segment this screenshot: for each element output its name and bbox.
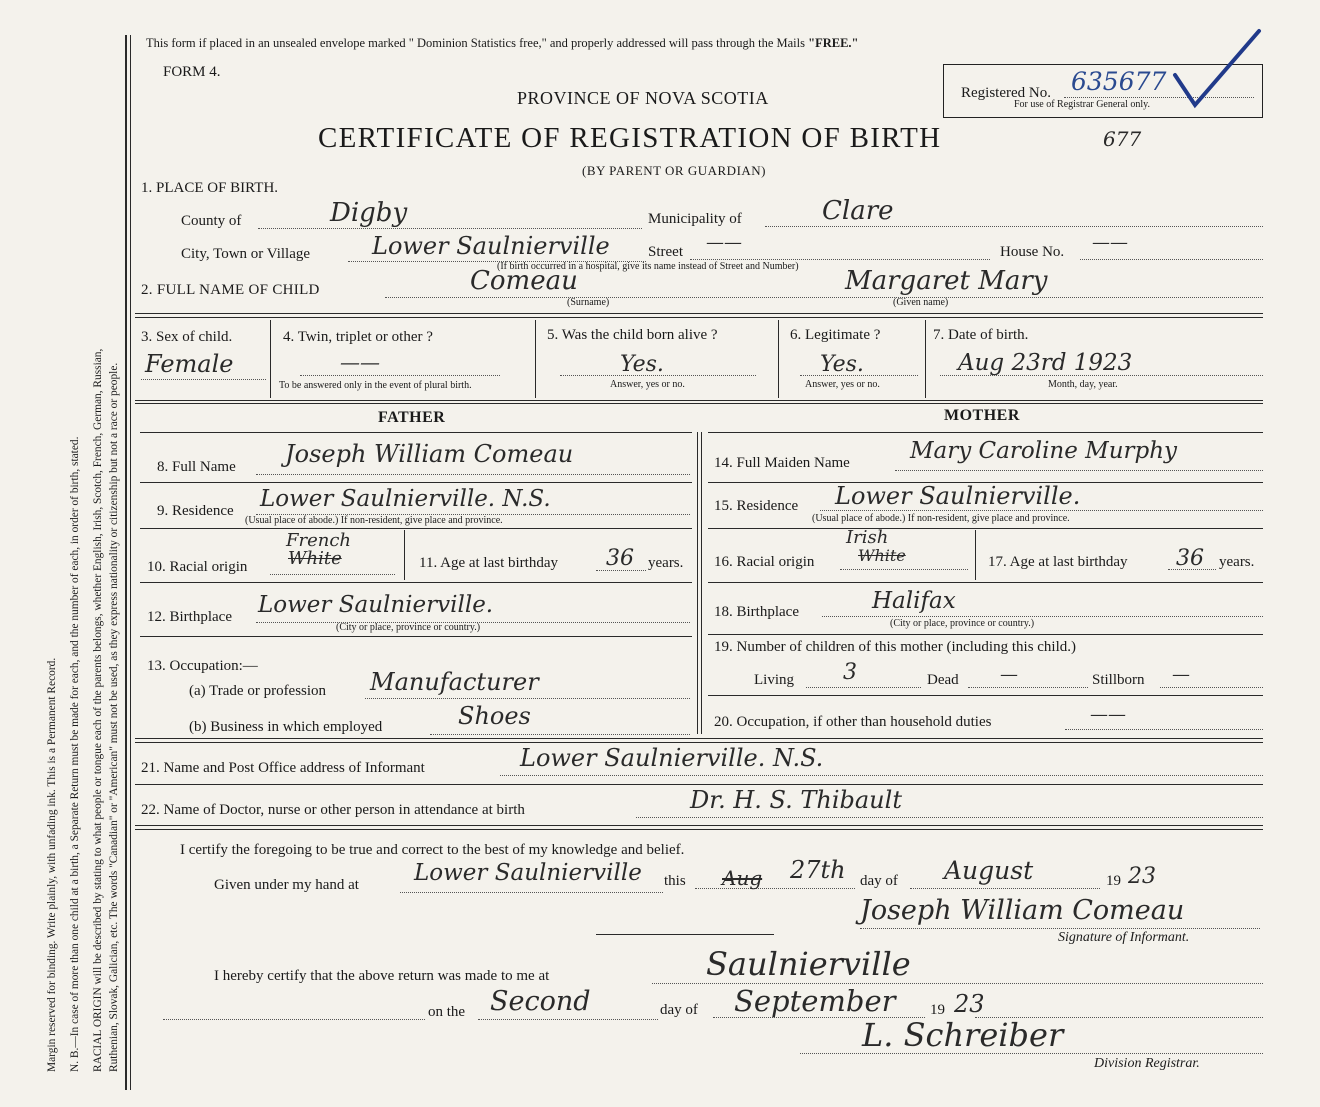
trade-label: (a) Trade or profession [189, 683, 327, 699]
father-race-value: French [286, 530, 352, 551]
mother-occupation-label: 20. Occupation, if other than household duties [714, 714, 992, 730]
informant-value: Lower Saulnierville. N.S. [520, 744, 824, 772]
margin-rule [125, 35, 127, 1090]
mother-residence-note: (Usual place of abode.) If non-resident, give place and province. [812, 513, 1070, 524]
father-age-unit: years. [648, 555, 684, 571]
father-heading: FATHER [378, 409, 446, 426]
municipality-label: Municipality of [648, 211, 742, 227]
living-label: Living [754, 672, 794, 688]
certificate-title: CERTIFICATE OF REGISTRATION OF BIRTH [318, 122, 942, 154]
mail-notice: This form if placed in an unsealed envelope marked " Dominion Statistics free," and properly addressed will pass through the Mails "FREE." [146, 36, 859, 50]
year-prefix: 19 [1106, 873, 1121, 889]
mother-race-struck: White [858, 546, 906, 565]
certify-statement: I certify the foregoing to be true and correct to the best of my knowledge and belief. [180, 842, 685, 858]
dob-value: Aug 23rd 1923 [958, 350, 1133, 376]
twin-note: To be answered only in the event of plural birth. [279, 380, 472, 391]
this-label: this [664, 873, 686, 889]
registrar-statement: I hereby certify that the above return was made to me at [214, 968, 550, 984]
father-name-label: 8. Full Name [157, 459, 236, 475]
division-registrar-caption: Division Registrar. [1094, 1056, 1200, 1071]
city-value: Lower Saulnierville [372, 232, 610, 260]
city-label: City, Town or Village [181, 246, 311, 262]
registrar-day-of-label: day of [660, 1002, 698, 1018]
registrar-month-value: September [734, 984, 896, 1018]
legitimate-note: Answer, yes or no. [805, 379, 880, 390]
registrar-place-value: Saulnierville [706, 945, 911, 983]
registered-box [943, 64, 1263, 118]
certify-day-value: 27th [790, 856, 846, 884]
living-value: 3 [843, 660, 857, 685]
child-name-label: 2. FULL NAME OF CHILD [141, 282, 320, 298]
registrar-year-value: 23 [954, 990, 985, 1018]
mother-birthplace-value: Halifax [872, 588, 956, 614]
trade-value: Manufacturer [370, 668, 539, 696]
informant-label: 21. Name and Post Office address of Informant [141, 760, 425, 776]
form-number: FORM 4. [163, 64, 221, 80]
signature-caption: Signature of Informant. [1058, 930, 1190, 945]
mother-occupation-value: —— [1090, 704, 1126, 725]
day-struck: Aug [722, 866, 763, 890]
mother-birthplace-note: (City or place, province or country.) [890, 618, 1035, 629]
father-residence-value: Lower Saulnierville. N.S. [260, 486, 551, 512]
sex-value: Female [145, 350, 234, 378]
registered-number: 635677 [1071, 67, 1167, 96]
registrar-day-value: Second [490, 986, 591, 1017]
father-race-struck: White [288, 548, 342, 569]
stillborn-label: Stillborn [1092, 672, 1145, 688]
given-caption: (Given name) [893, 297, 949, 308]
title-number: 677 [1103, 127, 1142, 151]
mother-age-unit: years. [1219, 554, 1255, 570]
mother-residence-label: 15. Residence [714, 498, 799, 514]
check-mark-icon [1169, 25, 1269, 120]
twin-label: 4. Twin, triplet or other ? [283, 329, 433, 345]
given-place-value: Lower Saulnierville [414, 860, 642, 886]
business-label: (b) Business in which employed [189, 719, 383, 735]
dob-note: Month, day, year. [1048, 379, 1118, 390]
on-the-label: on the [428, 1004, 466, 1020]
informant-signature: Joseph William Comeau [860, 895, 1185, 926]
place-of-birth-heading: 1. PLACE OF BIRTH. [141, 180, 279, 196]
father-residence-note: (Usual place of abode.) If non-resident, give place and province. [245, 515, 503, 526]
certificate-subtitle: (BY PARENT OR GUARDIAN) [582, 163, 767, 178]
father-birthplace-note: (City or place, province or country.) [336, 622, 481, 633]
twin-value: —— [340, 350, 380, 374]
mother-birthplace-label: 18. Birthplace [714, 604, 799, 620]
margin-note-binding: Margin reserved for binding. Write plainly, with unfading ink. This is a Permanent Record. [46, 657, 58, 1072]
certify-year-value: 23 [1128, 864, 1156, 889]
father-name-value: Joseph William Comeau [285, 440, 574, 468]
child-given-name: Margaret Mary [845, 266, 1048, 296]
doctor-label: 22. Name of Doctor, nurse or other person in attendance at birth [141, 802, 525, 818]
county-value: Digby [330, 198, 408, 228]
mother-name-value: Mary Caroline Murphy [910, 438, 1178, 464]
registrar-signature: L. Schreiber [862, 1016, 1064, 1054]
certify-month-value: August [944, 856, 1034, 885]
mother-heading: MOTHER [944, 407, 1020, 424]
doctor-value: Dr. H. S. Thibault [690, 786, 902, 814]
business-value: Shoes [458, 702, 531, 730]
stillborn-value: — [1172, 664, 1190, 685]
street-value: —— [706, 232, 742, 253]
street-label: Street [648, 244, 683, 260]
margin-note-racial-origin-2: Ruthenian, Slovak, Galician, etc. The words "Canadian" or "American" must not be used, as they express nationality or citizenship but not a race or people. [108, 362, 120, 1072]
sex-label: 3. Sex of child. [141, 329, 233, 345]
surname-caption: (Surname) [567, 297, 610, 308]
registered-label: Registered No. [961, 85, 1051, 101]
child-surname: Comeau [470, 266, 578, 296]
mother-age-label: 17. Age at last birthday [988, 554, 1128, 570]
margin-rule-inner [130, 35, 131, 1090]
father-birthplace-value: Lower Saulnierville. [258, 592, 494, 618]
municipality-value: Clare [822, 196, 894, 226]
alive-note: Answer, yes or no. [610, 379, 685, 390]
mother-age-value: 36 [1176, 546, 1204, 571]
given-under-hand-label: Given under my hand at [214, 877, 359, 893]
children-count-label: 19. Number of children of this mother (including this child.) [714, 639, 1077, 655]
house-value: —— [1092, 232, 1128, 253]
hospital-note: (If birth occurred in a hospital, give its name instead of Street and Number) [497, 261, 799, 272]
father-age-label: 11. Age at last birthday [419, 555, 558, 571]
margin-note-multiple-births: N. B.—In case of more than one child at a birth, a Separate Return must be made for each, and the number of each, in order of birth, stated. [69, 436, 81, 1072]
day-of-label: day of [860, 873, 898, 889]
mother-name-label: 14. Full Maiden Name [714, 455, 850, 471]
mother-residence-value: Lower Saulnierville. [835, 482, 1081, 510]
father-residence-label: 9. Residence [157, 503, 234, 519]
father-race-label: 10. Racial origin [147, 559, 248, 575]
registrar-year-prefix: 19 [930, 1002, 945, 1018]
alive-value: Yes. [620, 352, 664, 377]
dob-label: 7. Date of birth. [933, 327, 1029, 343]
father-age-value: 36 [606, 546, 634, 571]
province-heading: PROVINCE OF NOVA SCOTIA [517, 88, 769, 108]
father-occupation-label: 13. Occupation:— [147, 658, 258, 674]
registrar-use-note: For use of Registrar General only. [1014, 99, 1150, 110]
mother-race-value: Irish [846, 527, 889, 548]
father-birthplace-label: 12. Birthplace [147, 609, 232, 625]
legitimate-label: 6. Legitimate ? [790, 327, 881, 343]
house-label: House No. [1000, 244, 1065, 260]
mother-race-label: 16. Racial origin [714, 554, 815, 570]
alive-label: 5. Was the child born alive ? [547, 327, 718, 343]
dead-label: Dead [927, 672, 959, 688]
margin-note-racial-origin-1: RACIAL ORIGIN will be described by stating to what people or tongue each of the parents belongs, whether English, Irish, Scotch, French, German, Russian, [92, 348, 104, 1072]
dead-value: — [1000, 664, 1018, 685]
county-label: County of [181, 213, 242, 229]
legitimate-value: Yes. [820, 352, 864, 377]
